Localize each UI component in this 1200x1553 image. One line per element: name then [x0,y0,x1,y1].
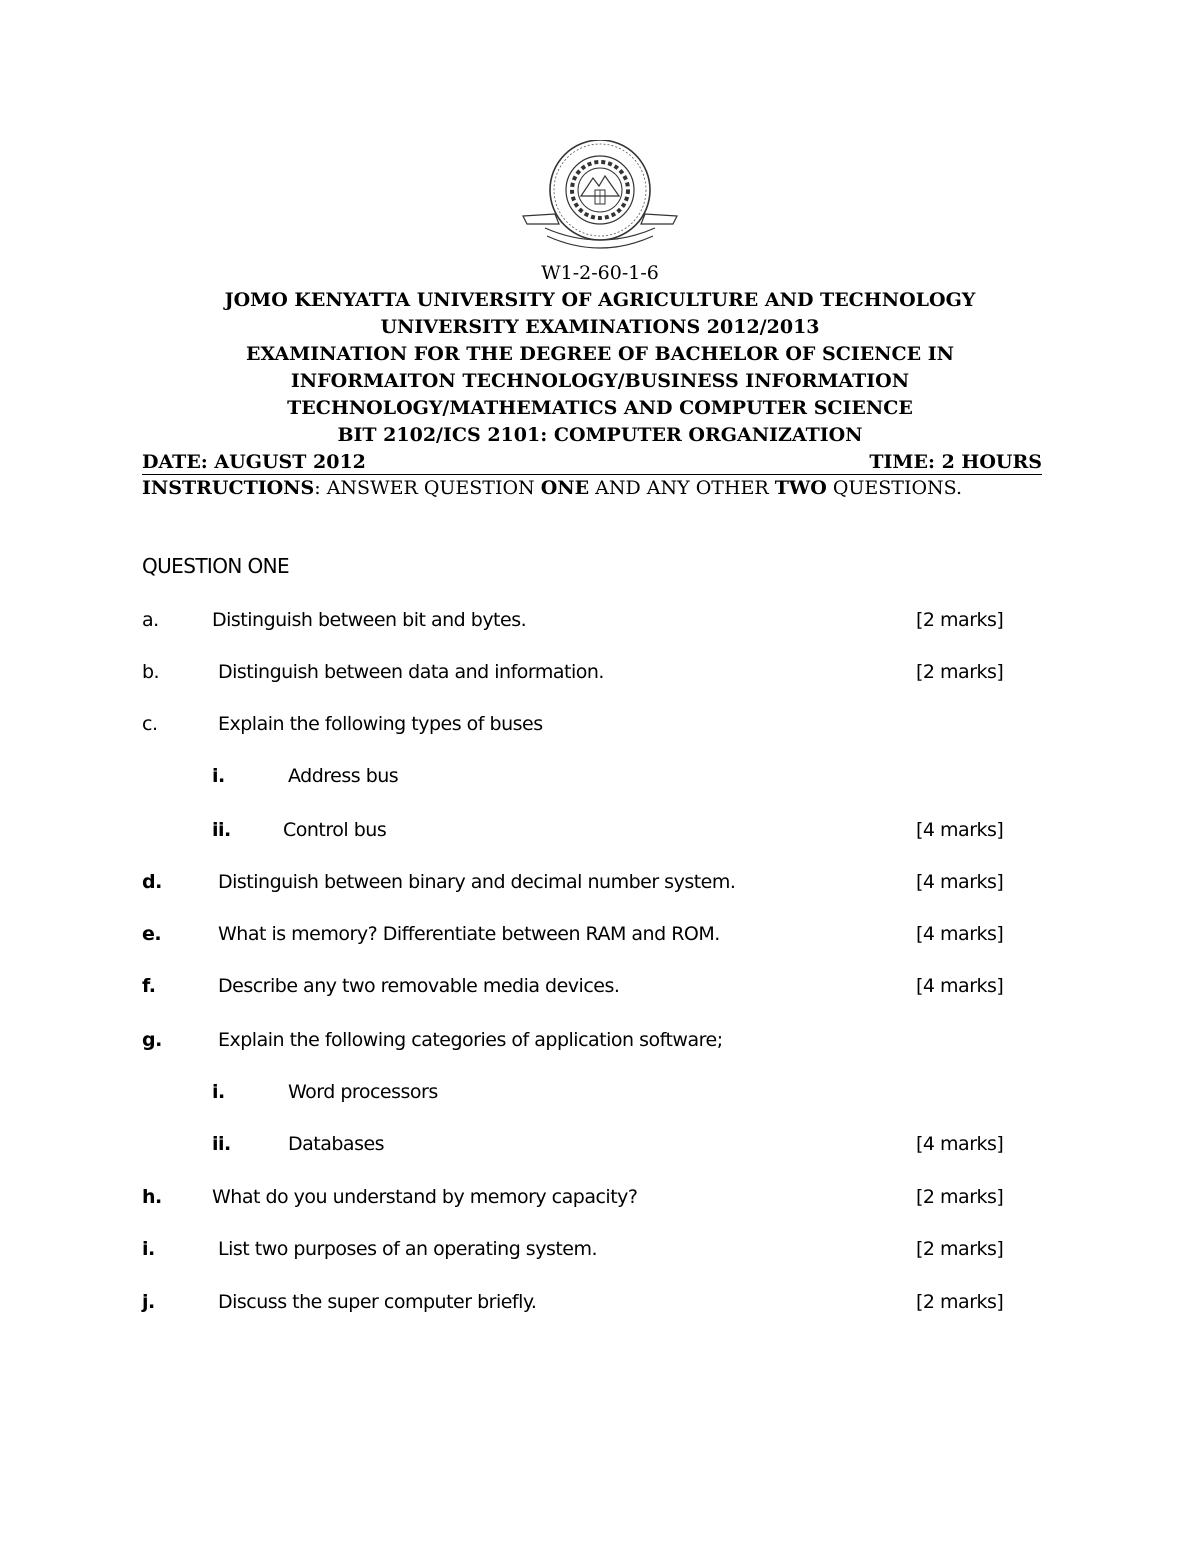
item-label: i. [142,1238,155,1260]
question-item [0,1288,1200,1316]
question-item [0,1235,1200,1263]
degree-line-2: INFORMAITON TECHNOLOGY/BUSINESS INFORMATION [290,370,910,392]
question-subitem [0,762,1200,790]
instructions-text-1: : ANSWER QUESTION [314,477,541,499]
item-label: f. [142,975,156,997]
item-label: g. [142,1029,162,1051]
item-text: Discuss the super computer briefly. [218,1291,537,1313]
item-marks: [2 marks] [916,609,1004,631]
item-text: Explain the following types of buses [218,713,543,735]
item-text: Explain the following categories of application software; [218,1029,723,1051]
item-label: j. [142,1291,155,1313]
degree-line-1: EXAMINATION FOR THE DEGREE OF BACHELOR OF SCIENCE IN [245,343,955,365]
university-name: JOMO KENYATTA UNIVERSITY OF AGRICULTURE AND TECHNOLOGY [224,289,976,311]
subitem-label: i. [212,765,225,787]
question-item [0,920,1200,948]
instructions [142,476,962,500]
subitem-label: ii. [212,1133,231,1155]
subitem-text: Address bus [288,765,399,787]
item-text: What is memory? Differentiate between RAM and ROM. [218,923,720,945]
item-marks: [4 marks] [916,871,1004,893]
question-title: QUESTION ONE [142,554,290,578]
item-text: Distinguish between data and information. [218,661,604,683]
item-label: e. [142,923,162,945]
item-marks: [2 marks] [916,661,1004,683]
exam-code: W1-2-60-1-6 [541,262,659,284]
item-label: c. [142,713,158,735]
item-label: a. [142,609,159,631]
subitem-label: ii. [212,819,231,841]
question-subitem [0,1130,1200,1158]
instructions-bold-2: TWO [774,477,827,499]
course-title: BIT 2102/ICS 2101: COMPUTER ORGANIZATION [337,424,863,446]
item-marks: [4 marks] [916,1133,1004,1155]
question-item [0,1183,1200,1211]
exam-date: DATE: AUGUST 2012 [142,451,366,473]
item-label: d. [142,871,162,893]
university-seal-logo [515,140,685,258]
instructions-bold-1: ONE [540,477,590,499]
question-item [0,710,1200,738]
item-label: h. [142,1186,162,1208]
instructions-text-2: AND ANY OTHER [589,477,775,499]
question-item [0,868,1200,896]
item-label: b. [142,661,160,683]
item-marks: [4 marks] [916,923,1004,945]
item-marks: [2 marks] [916,1238,1004,1260]
exam-time: TIME: 2 HOURS [869,451,1042,473]
instructions-text-3: QUESTIONS. [826,477,963,499]
subitem-text: Word processors [288,1081,438,1103]
item-text: Describe any two removable media devices. [218,975,620,997]
item-marks: [2 marks] [916,1186,1004,1208]
item-text: Distinguish between binary and decimal number system. [218,871,736,893]
exam-session: UNIVERSITY EXAMINATIONS 2012/2013 [380,316,820,338]
item-text: What do you understand by memory capacity? [212,1186,638,1208]
degree-line-3: TECHNOLOGY/MATHEMATICS AND COMPUTER SCIENCE [287,397,913,419]
item-marks: [4 marks] [916,819,1004,841]
date-time-row [142,450,1042,475]
question-item [0,658,1200,686]
item-marks: [2 marks] [916,1291,1004,1313]
question-subitem [0,1078,1200,1106]
instructions-label: INSTRUCTIONS [142,477,315,499]
question-item [0,1026,1200,1054]
question-subitem [0,816,1200,844]
item-marks: [4 marks] [916,975,1004,997]
question-item [0,972,1200,1000]
item-text: Distinguish between bit and bytes. [212,609,527,631]
subitem-label: i. [212,1081,225,1103]
subitem-text: Databases [288,1133,385,1155]
question-item [0,606,1200,634]
item-text: List two purposes of an operating system. [218,1238,598,1260]
subitem-text: Control bus [283,819,387,841]
